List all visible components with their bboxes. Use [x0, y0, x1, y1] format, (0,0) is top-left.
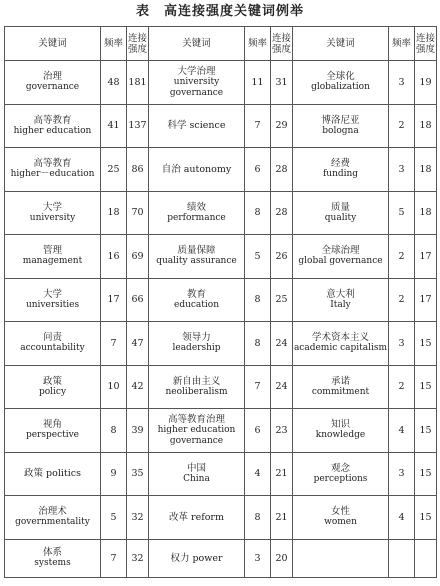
keyword-cell	[149, 61, 245, 105]
frequency-cell: 2	[389, 278, 415, 322]
table-title: 表 高连接强度关键词例举	[135, 4, 304, 19]
frequency-cell: 5	[245, 235, 271, 279]
frequency-cell: 10	[101, 365, 127, 409]
keyword-zh: 全球治理	[321, 245, 360, 257]
strength-cell: 26	[271, 235, 293, 279]
keyword-cell	[149, 365, 245, 409]
strength-cell: 32	[127, 539, 149, 577]
keyword-en: higher education governance	[157, 424, 236, 446]
keyword-en: academic capitalism	[293, 343, 388, 354]
frequency-cell: 8	[245, 496, 271, 540]
strength-cell: 17	[415, 278, 437, 322]
keyword-zh: 科学 science	[167, 120, 226, 132]
frequency-cell: 5	[389, 191, 415, 235]
frequency-cell: 4	[389, 496, 415, 540]
table-row	[5, 452, 437, 496]
table-row	[5, 148, 437, 192]
strength-cell: 19	[415, 61, 437, 105]
keyword-cell	[5, 539, 101, 577]
strength-cell: 18	[415, 191, 437, 235]
frequency-cell: 7	[101, 539, 127, 577]
strength-cell: 24	[271, 322, 293, 366]
strength-cell: 21	[271, 496, 293, 540]
keyword-en: China	[183, 473, 210, 484]
keyword-en: neoliberalism	[165, 386, 228, 397]
keyword-zh: 高等教育治理	[167, 413, 225, 425]
keyword-en: bologna	[322, 125, 359, 136]
frequency-cell: 41	[101, 104, 127, 148]
keyword-cell	[293, 409, 389, 453]
keyword-cell	[293, 539, 389, 577]
frequency-cell: 48	[101, 61, 127, 105]
frequency-cell: 2	[389, 365, 415, 409]
keyword-zh: 质量	[330, 201, 350, 213]
keyword-cell	[5, 365, 101, 409]
keyword-cell	[149, 148, 245, 192]
strength-cell: 86	[127, 148, 149, 192]
frequency-cell: 7	[101, 322, 127, 366]
keyword-cell	[293, 452, 389, 496]
table-row	[5, 191, 437, 235]
keyword-zh: 质量保障	[177, 245, 216, 257]
strength-cell: 24	[271, 365, 293, 409]
keyword-table	[4, 26, 437, 578]
keyword-zh: 女性	[330, 506, 350, 518]
keyword-zh: 高等教育	[33, 114, 72, 126]
strength-cell: 32	[127, 496, 149, 540]
keyword-cell	[293, 235, 389, 279]
keyword-en: perceptions	[313, 473, 368, 484]
strength-cell: 66	[127, 278, 149, 322]
strength-cell: 23	[271, 409, 293, 453]
table-row	[5, 409, 437, 453]
keyword-zh: 管理	[42, 245, 62, 257]
keyword-cell	[293, 496, 389, 540]
keyword-zh: 学术资本主义	[311, 332, 369, 344]
strength-cell	[415, 539, 437, 577]
strength-cell: 15	[415, 452, 437, 496]
header-frequency: 频率	[389, 27, 415, 61]
strength-cell: 18	[415, 148, 437, 192]
keyword-cell	[149, 409, 245, 453]
keyword-zh: 教育	[186, 288, 206, 300]
frequency-cell: 8	[101, 409, 127, 453]
keyword-cell	[293, 365, 389, 409]
keyword-cell	[293, 61, 389, 105]
frequency-cell	[389, 539, 415, 577]
keyword-zh: 经费	[330, 158, 350, 170]
strength-cell: 18	[415, 104, 437, 148]
table-row	[5, 278, 437, 322]
keyword-en: higher education	[13, 125, 92, 136]
keyword-cell	[149, 496, 245, 540]
header-strength: 连接强度	[271, 27, 293, 61]
table-row	[5, 539, 437, 577]
keyword-zh: 政策	[42, 375, 62, 387]
keyword-en: management	[22, 256, 83, 267]
keyword-en: quality	[324, 212, 357, 223]
keyword-cell	[149, 539, 245, 577]
keyword-en: knowledge	[315, 430, 366, 441]
frequency-cell: 11	[245, 61, 271, 105]
keyword-zh: 新自由主义	[172, 375, 221, 387]
strength-cell: 47	[127, 322, 149, 366]
frequency-cell: 9	[101, 452, 127, 496]
header-keyword: 关键词	[5, 27, 101, 61]
frequency-cell: 16	[101, 235, 127, 279]
keyword-cell	[149, 278, 245, 322]
keyword-cell	[5, 496, 101, 540]
keyword-zh: 权力 power	[170, 552, 223, 564]
header-frequency: 频率	[245, 27, 271, 61]
table-row	[5, 104, 437, 148]
keyword-en: quality assurance	[156, 256, 237, 267]
frequency-cell: 8	[245, 322, 271, 366]
keyword-en: university	[29, 212, 76, 223]
keyword-cell	[293, 278, 389, 322]
keyword-en: performance	[167, 212, 226, 223]
keyword-cell	[5, 409, 101, 453]
keyword-zh: 高等教育	[33, 158, 72, 170]
header-strength: 连接强度	[127, 27, 149, 61]
strength-cell: 70	[127, 191, 149, 235]
strength-cell: 21	[271, 452, 293, 496]
strength-cell: 29	[271, 104, 293, 148]
strength-cell: 15	[415, 365, 437, 409]
keyword-en: leadership	[172, 343, 221, 354]
strength-cell: 31	[271, 61, 293, 105]
keyword-zh: 大学	[42, 288, 62, 300]
keyword-cell	[5, 322, 101, 366]
keyword-en: globalization	[311, 82, 370, 93]
frequency-cell: 7	[245, 365, 271, 409]
keyword-en: women	[324, 517, 357, 528]
keyword-en: higher－education	[10, 169, 95, 180]
keyword-zh: 改革 reform	[169, 511, 224, 523]
keyword-zh: 问责	[42, 332, 62, 344]
frequency-cell: 17	[101, 278, 127, 322]
keyword-cell	[149, 322, 245, 366]
keyword-zh: 意大利	[326, 288, 355, 300]
strength-cell: 181	[127, 61, 149, 105]
strength-cell: 15	[415, 409, 437, 453]
frequency-cell: 18	[101, 191, 127, 235]
keyword-en: accountability	[20, 343, 85, 354]
frequency-cell: 3	[389, 452, 415, 496]
keyword-en: commitment	[311, 386, 370, 397]
frequency-cell: 3	[245, 539, 271, 577]
strength-cell: 35	[127, 452, 149, 496]
frequency-cell: 7	[245, 104, 271, 148]
keyword-cell	[293, 104, 389, 148]
strength-cell: 69	[127, 235, 149, 279]
keyword-cell	[5, 235, 101, 279]
strength-cell: 28	[271, 191, 293, 235]
keyword-en: Italy	[330, 299, 351, 310]
keyword-zh: 自治 autonomy	[161, 163, 232, 175]
keyword-en: perspective	[25, 430, 80, 441]
keyword-en: governmentality	[15, 517, 90, 528]
keyword-zh: 视角	[42, 419, 62, 431]
keyword-zh: 治理术	[38, 506, 67, 518]
keyword-cell	[5, 278, 101, 322]
frequency-cell: 6	[245, 409, 271, 453]
keyword-zh: 中国	[186, 462, 206, 474]
frequency-cell: 4	[389, 409, 415, 453]
strength-cell: 15	[415, 496, 437, 540]
frequency-cell: 8	[245, 191, 271, 235]
frequency-cell: 3	[389, 61, 415, 105]
frequency-cell: 4	[245, 452, 271, 496]
strength-cell: 39	[127, 409, 149, 453]
strength-cell: 42	[127, 365, 149, 409]
header-frequency: 频率	[101, 27, 127, 61]
keyword-en: governance	[25, 82, 80, 93]
keyword-cell	[5, 148, 101, 192]
strength-cell: 15	[415, 322, 437, 366]
keyword-zh: 政策 politics	[24, 468, 81, 480]
keyword-cell	[149, 191, 245, 235]
frequency-cell: 3	[389, 322, 415, 366]
keyword-en: universities	[25, 299, 80, 310]
keyword-cell	[149, 235, 245, 279]
keyword-en: systems	[34, 558, 71, 568]
frequency-cell: 6	[245, 148, 271, 192]
keyword-zh: 知识	[330, 419, 350, 431]
frequency-cell: 3	[389, 148, 415, 192]
header-strength: 连接强度	[415, 27, 437, 61]
keyword-zh: 承诺	[330, 375, 350, 387]
keyword-en: university governance	[169, 76, 224, 98]
frequency-cell: 8	[245, 278, 271, 322]
table-row	[5, 365, 437, 409]
strength-cell: 20	[271, 539, 293, 577]
keyword-zh: 绩效	[186, 201, 206, 213]
keyword-zh: 治理	[42, 71, 62, 83]
keyword-cell	[149, 452, 245, 496]
table-row	[5, 496, 437, 540]
header-row	[5, 27, 437, 61]
keyword-cell	[149, 104, 245, 148]
table-row	[5, 235, 437, 279]
frequency-cell: 5	[101, 496, 127, 540]
keyword-zh: 全球化	[326, 71, 355, 83]
keyword-zh: 大学治理	[177, 65, 216, 77]
keyword-cell	[293, 148, 389, 192]
keyword-cell	[5, 104, 101, 148]
strength-cell: 25	[271, 278, 293, 322]
keyword-en: global governance	[298, 256, 383, 267]
keyword-zh: 领导力	[182, 332, 211, 344]
table-row	[5, 61, 437, 105]
keyword-cell	[5, 191, 101, 235]
keyword-cell	[5, 61, 101, 105]
keyword-en: funding	[322, 169, 359, 180]
keyword-zh: 博洛尼亚	[321, 114, 360, 126]
table-row	[5, 322, 437, 366]
strength-cell: 28	[271, 148, 293, 192]
frequency-cell: 25	[101, 148, 127, 192]
header-keyword: 关键词	[149, 27, 245, 61]
keyword-zh: 观念	[330, 462, 350, 474]
keyword-cell	[293, 191, 389, 235]
keyword-zh: 大学	[42, 201, 62, 213]
keyword-cell	[293, 322, 389, 366]
keyword-en: education	[174, 299, 219, 310]
strength-cell: 17	[415, 235, 437, 279]
keyword-zh: 体系	[42, 547, 62, 558]
strength-cell: 137	[127, 104, 149, 148]
keyword-cell	[5, 452, 101, 496]
header-keyword: 关键词	[293, 27, 389, 61]
keyword-en: policy	[38, 386, 67, 397]
frequency-cell: 2	[389, 104, 415, 148]
frequency-cell: 2	[389, 235, 415, 279]
